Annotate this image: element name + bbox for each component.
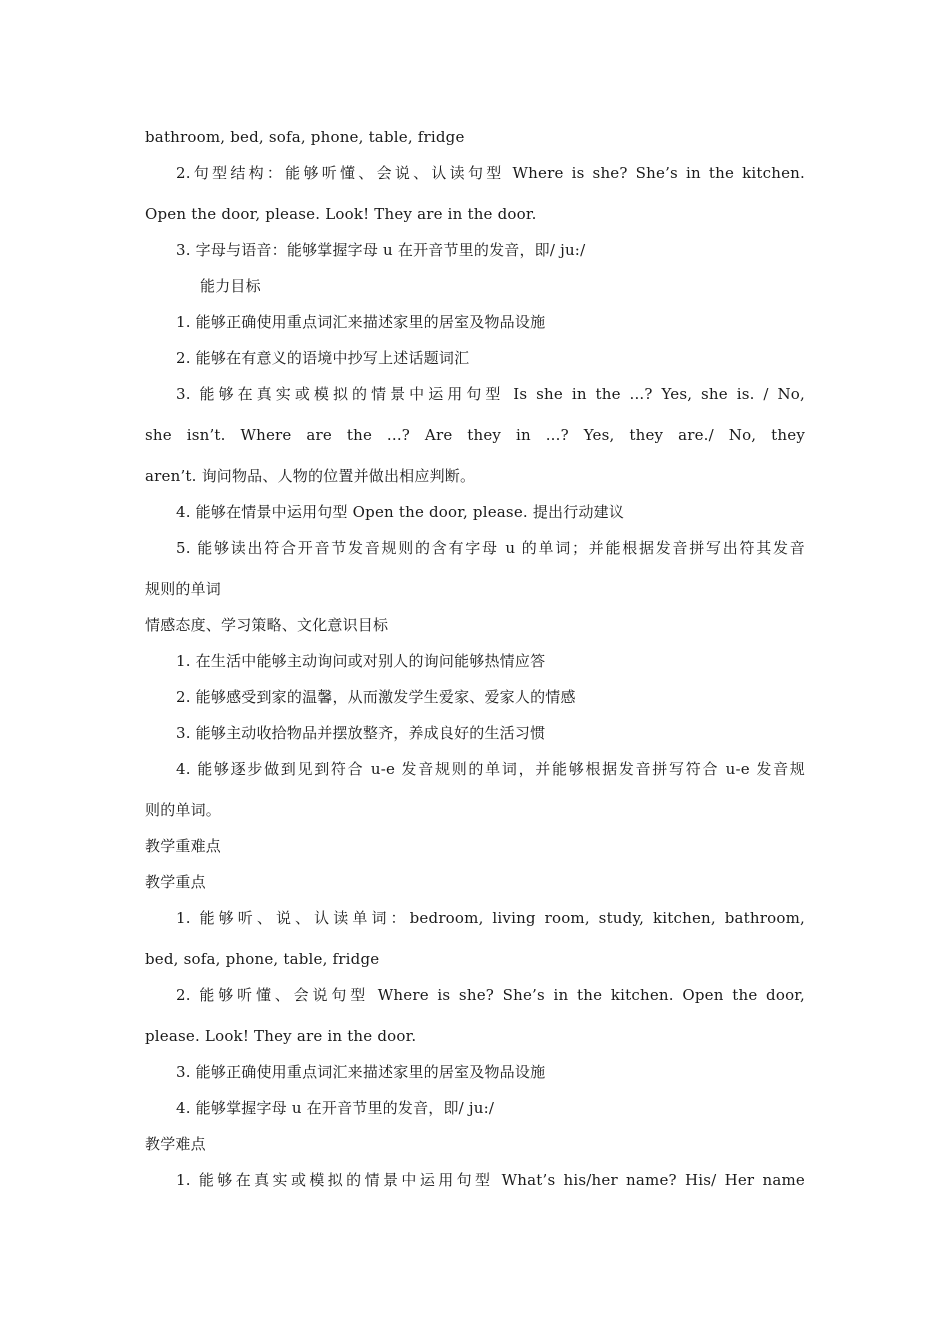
text-line: 2. 能够听懂、会说句型 Where is she? She’s in the kitchen. Open the door, [176,986,805,1004]
text-line: bathroom, bed, sofa, phone, table, fridge [145,128,465,146]
text-line: 1. 能够听、说、认读单词：bedroom, living room, study, kitchen, bathroom, [176,909,805,927]
section-heading: 情感态度、学习策略、文化意识目标 [145,616,389,634]
text-line: 2.句型结构：能够听懂、会说、认读句型 Where is she? She’s in the kitchen. [176,164,805,182]
text-line: 2. 能够在有意义的语境中抄写上述话题词汇 [176,349,470,367]
section-heading: 教学重难点 [145,837,222,855]
text-line: 则的单词。 [145,801,222,819]
text-line: 1. 在生活中能够主动询问或对别人的询问能够热情应答 [176,652,546,670]
text-line: Open the door, please. Look! They are in the door. [145,205,537,223]
text-line: 规则的单词 [145,580,222,598]
section-heading: 教学难点 [145,1135,206,1153]
text-line: 3. 能够正确使用重点词汇来描述家里的居室及物品设施 [176,1063,546,1081]
text-line: 1. 能够在真实或模拟的情景中运用句型 What’s his/her name? His/ Her name [176,1171,805,1189]
text-line: 4. 能够在情景中运用句型 Open the door, please. 提出行动建议 [176,503,625,521]
section-heading: 教学重点 [145,873,206,891]
text-line: bed, sofa, phone, table, fridge [145,950,380,968]
text-line: aren’t. 询问物品、人物的位置并做出相应判断。 [145,467,476,485]
text-line: 4. 能够掌握字母 u 在开音节里的发音，即/ ju:/ [176,1099,495,1117]
section-heading: 能力目标 [200,277,261,295]
text-line: 4. 能够逐步做到见到符合 u-e 发音规则的单词，并能够根据发音拼写符合 u-e 发音规 [176,760,805,778]
text-line: 3. 能够主动收拾物品并摆放整齐，养成良好的生活习惯 [176,724,546,742]
text-line: 3. 字母与语音：能够掌握字母 u 在开音节里的发音，即/ ju:/ [176,241,586,259]
text-line: she isn’t. Where are the ...? Are they in ...? Yes, they are./ No, they [145,426,805,444]
text-line: 2. 能够感受到家的温馨，从而激发学生爱家、爱家人的情感 [176,688,576,706]
text-line: please. Look! They are in the door. [145,1027,417,1045]
text-line: 1. 能够正确使用重点词汇来描述家里的居室及物品设施 [176,313,546,331]
text-line: 3. 能够在真实或模拟的情景中运用句型 Is she in the ...? Yes, she is. / No, [176,385,805,403]
text-line: 5. 能够读出符合开音节发音规则的含有字母 u 的单词；并能根据发音拼写出符其发音 [176,539,805,557]
